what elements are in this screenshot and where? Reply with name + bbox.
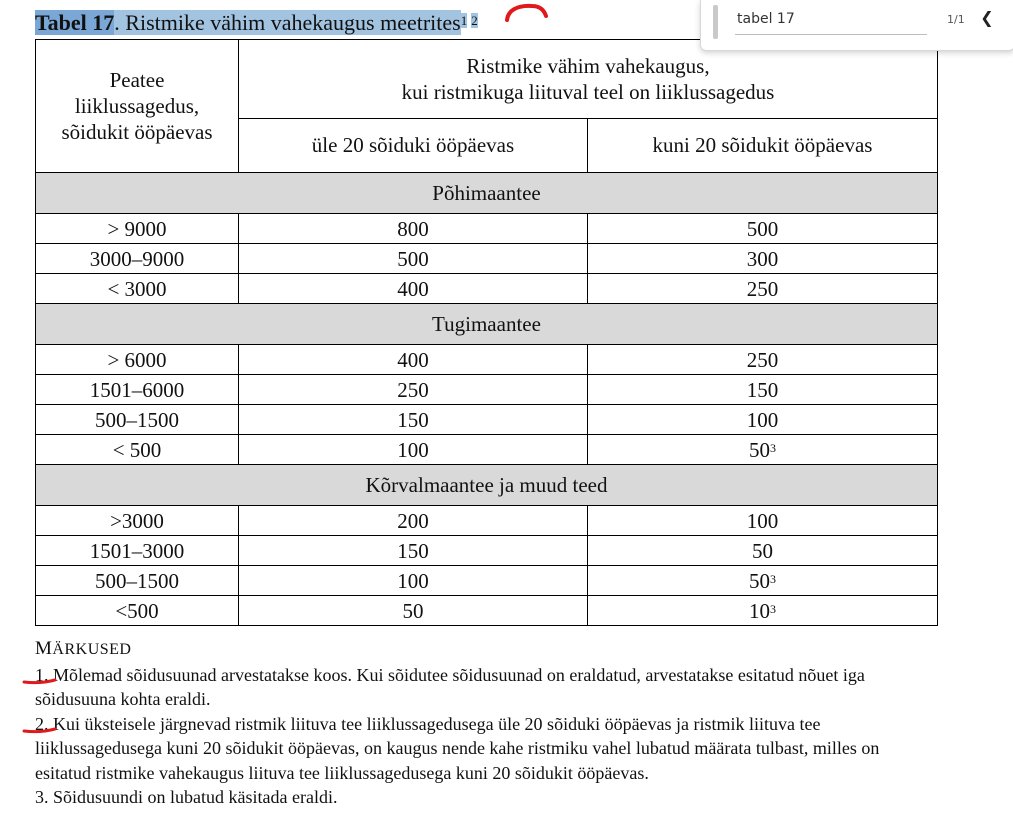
cell-over-20 xyxy=(239,214,588,244)
cell-traffic xyxy=(36,566,239,596)
cell-traffic xyxy=(36,596,239,626)
cell-over-20-value: 100 xyxy=(397,568,429,593)
cell-traffic-value: > 9000 xyxy=(107,216,167,241)
header-over-20: üle 20 sõiduki ööpäevas xyxy=(239,118,588,172)
cell-over-20 xyxy=(239,596,588,626)
caption-footnote-ref-1: 1 xyxy=(460,13,468,28)
cell-up-to-20-value: 50 xyxy=(752,538,773,563)
section-row xyxy=(36,173,938,214)
note-2: 2. Kui üksteisele järgnevad ristmik liituva tee liiklussagedusega üle 20 sõiduki ööpäevas ja ristmik liituva tee liiklussagedusega kuni 20 sõidukit ööpäevas, on kaugus nende kahe ristmiku vahel lubatud määrata tulbast, milles on esitatud ristmike vahekaugus liituva tee liiklussagedusega kuni 20 sõidukit ööpäevas. xyxy=(35,713,880,783)
footnote-ref: 3 xyxy=(770,440,776,455)
table-row xyxy=(36,244,938,274)
table-row xyxy=(36,405,938,435)
cell-traffic-value: 1501–6000 xyxy=(89,377,185,402)
table-row xyxy=(36,506,938,536)
caption-footnote-ref-2: 2 xyxy=(471,13,478,28)
cell-over-20 xyxy=(239,345,588,375)
cell-up-to-20 xyxy=(588,244,938,274)
cell-traffic-value: 500–1500 xyxy=(95,568,179,593)
cell-over-20-value: 500 xyxy=(397,246,429,271)
cell-up-to-20-value: 50 xyxy=(749,437,770,462)
table-row xyxy=(36,435,938,465)
match-count: 1/1 xyxy=(947,13,965,26)
cell-up-to-20 xyxy=(588,596,938,626)
cell-traffic-value: < 500 xyxy=(112,437,162,462)
table-row xyxy=(36,596,938,626)
cell-over-20 xyxy=(239,435,588,465)
cell-over-20-value: 150 xyxy=(397,407,429,432)
table-row xyxy=(36,375,938,405)
cell-over-20 xyxy=(239,244,588,274)
red-underline-note-1 xyxy=(22,677,58,685)
cell-up-to-20 xyxy=(588,566,938,596)
section-title: Põhimaantee xyxy=(36,173,938,214)
cell-up-to-20 xyxy=(588,375,938,405)
table-row xyxy=(36,214,938,244)
cell-up-to-20-value: 10 xyxy=(749,598,770,623)
cell-up-to-20 xyxy=(588,345,938,375)
header-min-distance xyxy=(239,40,938,119)
cell-over-20-value: 50 xyxy=(402,598,424,623)
cell-over-20 xyxy=(239,536,588,566)
note-1: 1. Mõlemad sõidusuunad arvestatakse koos. Kui sõidutee sõidusuunad on eraldatud, arvestatakse esitatud nõuet iga sõidusuuna kohta eraldi. xyxy=(35,664,865,709)
cell-over-20-value: 800 xyxy=(397,216,429,241)
header-left-line-3: sõidukit ööpäevas xyxy=(61,120,213,144)
cell-over-20-value: 100 xyxy=(397,437,429,462)
cell-traffic-value: 1501–3000 xyxy=(89,538,185,563)
footnote-ref: 3 xyxy=(770,571,776,586)
cell-traffic-value: > 6000 xyxy=(107,347,167,372)
red-annotation-mark xyxy=(502,2,552,24)
cell-up-to-20-value: 250 xyxy=(746,347,779,372)
red-underline-note-2 xyxy=(22,726,58,734)
cell-up-to-20 xyxy=(588,435,938,465)
cell-over-20-value: 400 xyxy=(397,347,429,372)
table-row xyxy=(36,274,938,304)
cell-traffic-value: 3000–9000 xyxy=(89,246,185,271)
cell-over-20-value: 200 xyxy=(397,508,429,533)
notes-title xyxy=(35,637,915,663)
header-top-line-2: kui ristmikuga liituval teel on liiklussagedus xyxy=(401,79,775,104)
distance-table xyxy=(35,39,938,626)
cell-up-to-20-value: 250 xyxy=(746,276,779,301)
cell-traffic xyxy=(36,435,239,465)
caption-label: Tabel 17 xyxy=(35,10,115,35)
header-main-road-traffic xyxy=(36,40,239,173)
header-left-line-1: Peatee xyxy=(109,68,165,92)
cell-up-to-20-value: 300 xyxy=(746,246,779,271)
header-left-line-2: liiklussagedus, xyxy=(74,94,200,118)
cell-up-to-20 xyxy=(588,536,938,566)
drag-handle[interactable] xyxy=(713,5,718,39)
cell-over-20 xyxy=(239,506,588,536)
chevron-left-icon[interactable]: ❮ xyxy=(980,8,994,27)
cell-traffic xyxy=(36,274,239,304)
section-row xyxy=(36,304,938,345)
section-title: Tugimaantee xyxy=(36,304,938,345)
caption-text: Ristmike vähim vahekaugus meetrites xyxy=(119,10,461,35)
table-row xyxy=(36,345,938,375)
cell-over-20 xyxy=(239,566,588,596)
cell-over-20 xyxy=(239,274,588,304)
cell-up-to-20-value: 500 xyxy=(746,216,779,241)
cell-up-to-20 xyxy=(588,506,938,536)
table-row xyxy=(36,536,938,566)
notes-section xyxy=(35,637,915,810)
cell-over-20 xyxy=(239,375,588,405)
cell-up-to-20-value: 50 xyxy=(749,568,770,593)
find-input[interactable] xyxy=(735,4,927,35)
notes-title-initial: M xyxy=(35,638,53,659)
cell-traffic-value: 500–1500 xyxy=(95,407,179,432)
cell-traffic xyxy=(36,536,239,566)
cell-over-20-value: 150 xyxy=(397,538,429,563)
cell-up-to-20 xyxy=(588,214,938,244)
footnote-ref: 3 xyxy=(770,601,776,616)
section-title: Kõrvalmaantee ja muud teed xyxy=(36,465,938,506)
caption-separator: . xyxy=(114,10,120,35)
cell-over-20 xyxy=(239,405,588,435)
cell-traffic xyxy=(36,405,239,435)
table-caption xyxy=(35,8,478,38)
cell-traffic xyxy=(36,375,239,405)
cell-up-to-20 xyxy=(588,274,938,304)
cell-traffic xyxy=(36,506,239,536)
cell-traffic xyxy=(36,345,239,375)
header-top-line-1: Ristmike vähim vahekaugus, xyxy=(466,53,710,78)
cell-over-20-value: 250 xyxy=(397,377,429,402)
header-up-to-20: kuni 20 sõidukit ööpäevas xyxy=(588,118,938,172)
cell-traffic-value: >3000 xyxy=(110,508,164,533)
cell-traffic xyxy=(36,214,239,244)
section-row xyxy=(36,465,938,506)
table-row xyxy=(36,566,938,596)
cell-up-to-20-value: 100 xyxy=(746,407,779,432)
note-3: 3. Sõidusuundi on lubatud käsitada eraldi. xyxy=(35,787,338,807)
cell-over-20-value: 400 xyxy=(397,276,429,301)
cell-traffic-value: <500 xyxy=(115,598,159,623)
cell-up-to-20 xyxy=(588,405,938,435)
cell-up-to-20-value: 150 xyxy=(746,377,779,402)
find-bar xyxy=(700,0,1013,51)
notes-title-rest: ÄRKUSED xyxy=(52,641,132,658)
cell-traffic xyxy=(36,244,239,274)
cell-traffic-value: < 3000 xyxy=(107,276,167,301)
cell-up-to-20-value: 100 xyxy=(746,508,779,533)
